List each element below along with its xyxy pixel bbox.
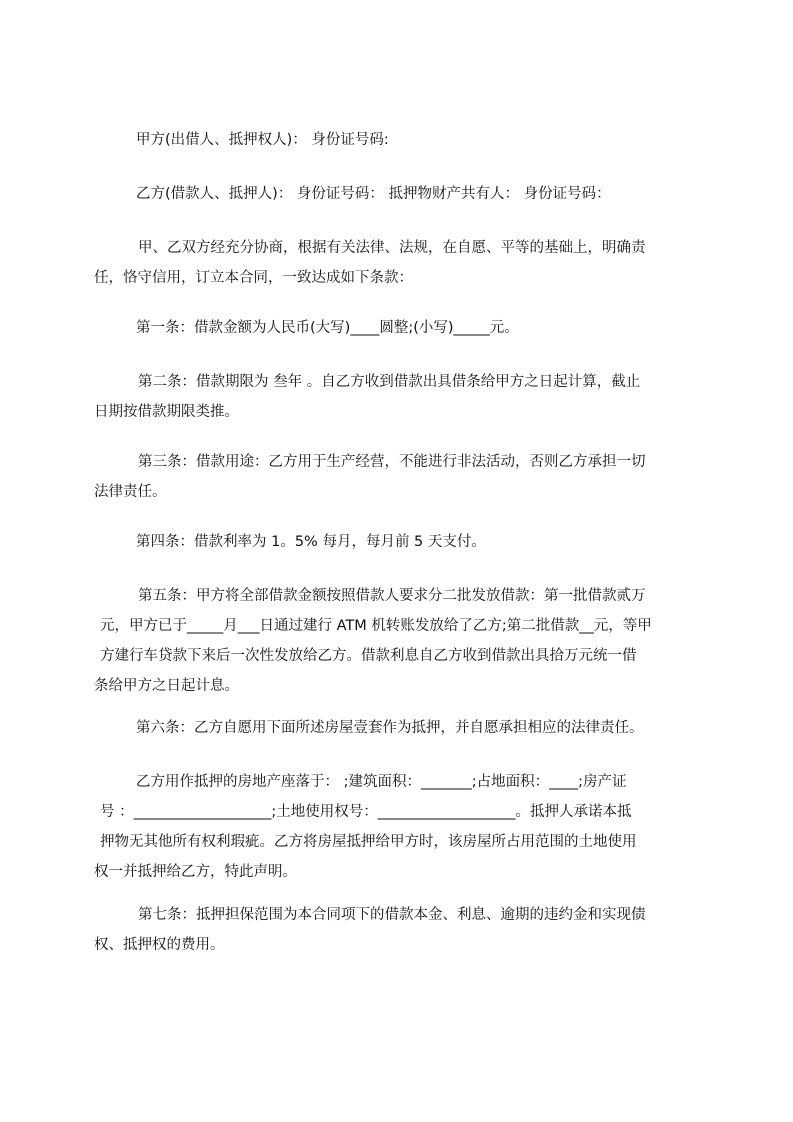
party-a-line xyxy=(94,125,700,155)
article-7 xyxy=(94,900,700,960)
collateral-line-4: 权一并抵押给乙方，特此声明。 xyxy=(94,864,297,880)
article-1-text: 第一条：借款金额为人民币(大写)____圆整;(小写)_____元。 xyxy=(136,320,519,336)
article-7-line-1: 第七条：抵押担保范围为本合同项下的借款本金、利息、逾期的违约金和实现债 xyxy=(138,907,646,923)
intro-line-1: 甲、乙双方经充分协商，根据有关法律、法规，在自愿、平等的基础上，明确责 xyxy=(138,240,646,256)
party-a-text: 甲方(出借人、抵押权人)： 身份证号码: xyxy=(136,132,389,148)
article-5-line-4: 条给甲方之日起计息。 xyxy=(94,678,239,694)
article-4-text: 第四条：借款利率为 1。5% 每月，每月前 5 天支付。 xyxy=(136,534,486,550)
collateral-line-2: 号 ：___________________;土地使用权号：___________________。抵押人承诺本抵 xyxy=(100,804,632,820)
article-2-line-2: 日期按借款期限类推。 xyxy=(94,404,239,420)
article-3 xyxy=(94,447,700,507)
article-5-line-3: 方建行车贷款下来后一次性发放给乙方。借款利息自乙方收到借款出具拾万元统一借 xyxy=(100,648,637,664)
article-3-line-2: 法律责任。 xyxy=(94,484,167,500)
article-5 xyxy=(94,581,700,701)
party-b-text: 乙方(借款人、抵押人)： 身份证号码： 抵押物财产共有人： 身份证号码： xyxy=(136,186,611,202)
article-1 xyxy=(94,313,700,343)
intro-paragraph xyxy=(94,233,700,293)
article-4 xyxy=(94,527,700,557)
article-7-line-2: 权、抵押权的费用。 xyxy=(94,937,225,953)
article-5-line-1: 第五条：甲方将全部借款金额按照借款人要求分二批发放借款：第一批借款贰万 xyxy=(138,588,646,604)
article-2-line-1: 第二条：借款期限为 叁年 。自乙方收到借款出具借条给甲方之日起计算，截止 xyxy=(138,374,641,390)
collateral-paragraph xyxy=(94,767,700,887)
intro-line-2: 任，恪守信用，订立本合同，一致达成如下条款： xyxy=(94,270,413,286)
article-5-line-2: 元，甲方已于_____月___日通过建行 ATM 机转账发放给了乙方;第二批借款__元，等甲 xyxy=(100,618,652,634)
collateral-line-1: 乙方用作抵押的房地产座落于： ;建筑面积：_______;占地面积：____;房产证 xyxy=(136,774,627,790)
article-2 xyxy=(94,367,700,427)
article-3-line-1: 第三条：借款用途：乙方用于生产经营，不能进行非法活动，否则乙方承担一切 xyxy=(138,454,646,470)
collateral-line-3: 押物无其他所有权利瑕疵。乙方将房屋抵押给甲方时，该房屋所占用范围的土地使用 xyxy=(100,834,637,850)
party-b-line xyxy=(94,179,700,209)
article-6 xyxy=(94,713,700,743)
article-6-text: 第六条：乙方自愿用下面所述房屋壹套作为抵押，并自愿承担相应的法律责任。 xyxy=(136,720,644,736)
